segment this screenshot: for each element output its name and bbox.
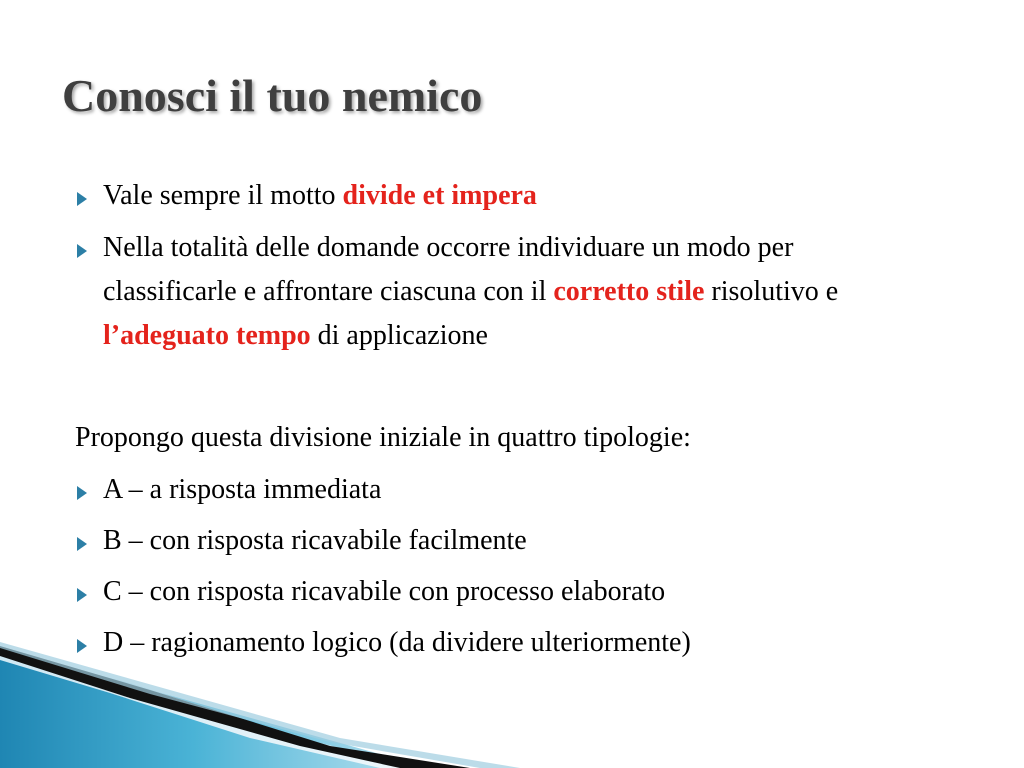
triangle-bullet-icon xyxy=(77,486,87,500)
decorative-swoosh xyxy=(0,638,1024,768)
text-run: di applicazione xyxy=(310,320,488,351)
list-item-b xyxy=(75,519,963,563)
list-item-text: D – ragionamento logico (da dividere ulteriormente) xyxy=(103,627,691,658)
list-item-text: A – a risposta immediata xyxy=(103,474,382,505)
highlight-text: divide et impera xyxy=(342,180,537,211)
list-item-c xyxy=(75,570,963,614)
list-item-text xyxy=(103,174,963,218)
list-item-a xyxy=(75,468,963,512)
intro-text: Propongo questa divisione iniziale in quattro tipologie: xyxy=(75,422,691,453)
list-item-text: B – con risposta ricavabile facilmente xyxy=(103,525,527,556)
highlight-text: corretto stile xyxy=(553,276,705,307)
triangle-bullet-icon xyxy=(77,588,87,602)
text-run: Vale sempre il motto xyxy=(103,180,343,211)
text-run: Nella totalità delle domande occorre individuare un modo per classificarle e affrontare ciascuna con il xyxy=(103,232,794,307)
text-run: risolutivo e xyxy=(704,276,839,307)
triangle-bullet-icon xyxy=(77,192,87,206)
intro-line xyxy=(75,416,935,460)
list-item-text: C – con risposta ricavabile con processo elaborato xyxy=(103,576,666,607)
triangle-bullet-icon xyxy=(77,244,87,258)
slide-title: Conosci il tuo nemico xyxy=(62,70,483,121)
triangle-bullet-icon xyxy=(77,537,87,551)
list-item-totalita xyxy=(75,226,933,358)
highlight-text: l’adeguato tempo xyxy=(103,320,311,351)
list-item-motto xyxy=(75,174,963,218)
list-item-text xyxy=(103,226,933,358)
